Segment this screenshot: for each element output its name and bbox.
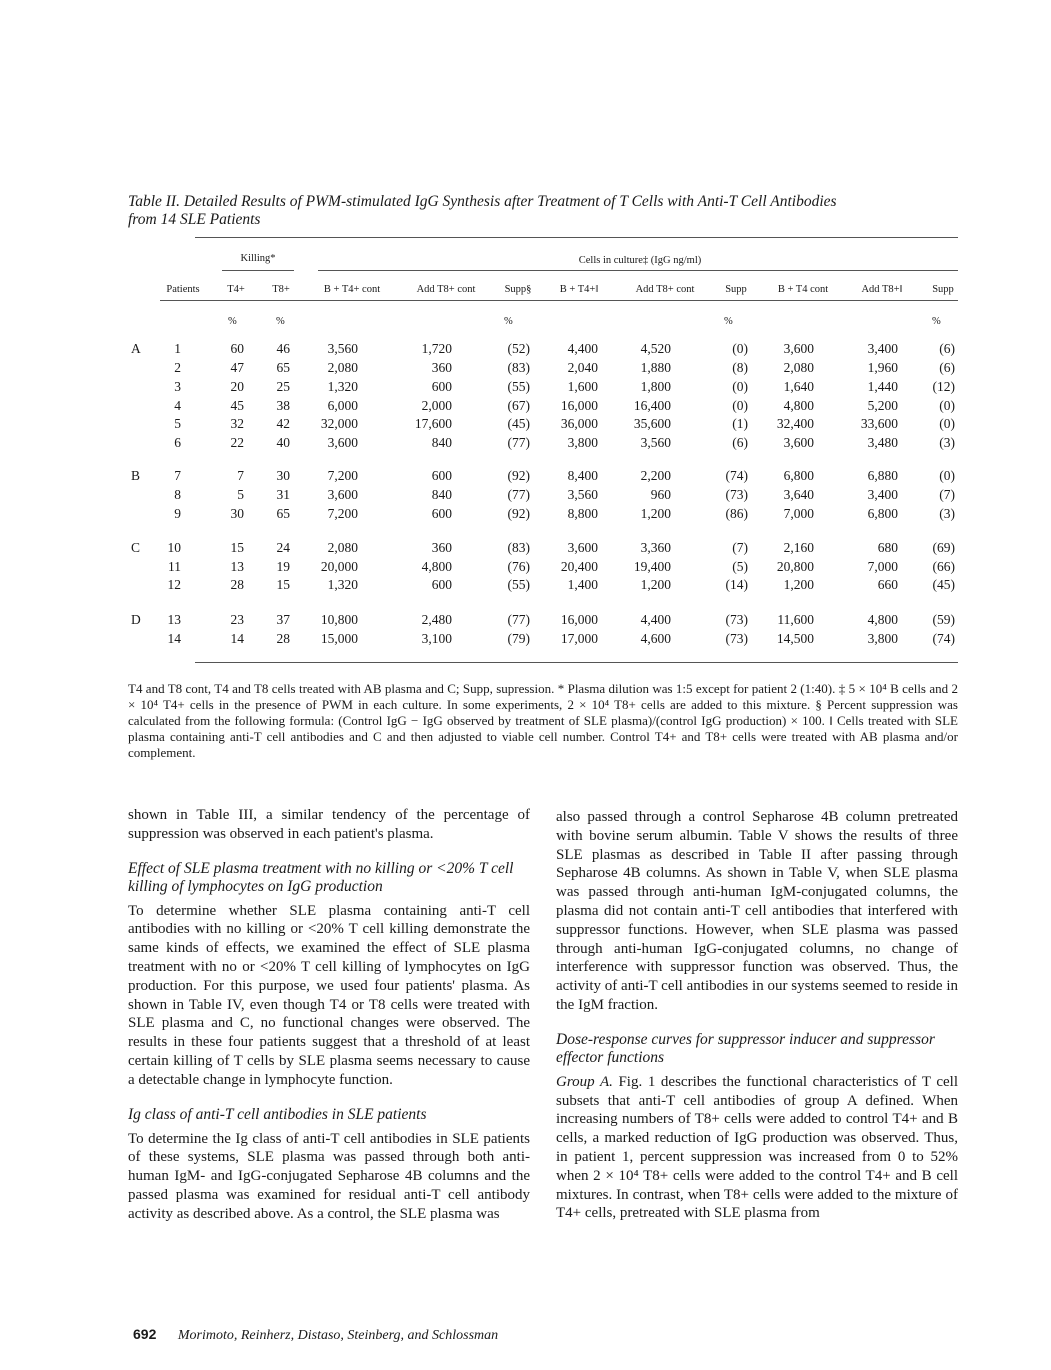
table-cell: (0) xyxy=(732,398,748,413)
table-cell: 2,080 xyxy=(783,360,814,375)
table-cell: (59) xyxy=(932,612,955,627)
paragraph: also passed through a control Sepharose 4B column pretreated with bovine serum albumin. Table V shows the results of three SLE plasmas as described in Table II after passing through Sepharose 4B columns. As shown in Table V, when SLE plasma was passed through anti-human IgM-conjugated columns, the plasma did not contain anti-T cell antibodies that interfered with suppressor functions. However, when SLE plasma was passed through anti-human IgG-conjugated columns, no change of interference with suppressor function was observed. Thus, the activity of anti-T cell antibodies in our systems seemed to reside in the IgM fraction. xyxy=(556,809,958,1013)
table-cell: (45) xyxy=(507,416,530,431)
table-cell: 25 xyxy=(276,379,290,394)
table-cell: 1,400 xyxy=(567,577,598,592)
table-cell: 3,800 xyxy=(867,631,898,646)
table-top-rule xyxy=(195,237,958,238)
table-cell: 14 xyxy=(230,631,244,646)
table-cell: 7,200 xyxy=(327,468,358,483)
section-heading: Effect of SLE plasma treatment with no killing or <20% T cell killing of lymphocytes on IgG production xyxy=(128,859,514,895)
column-header: Supp xyxy=(725,284,747,295)
table-cell: (0) xyxy=(732,341,748,356)
table-cell: (55) xyxy=(507,379,530,394)
unit-label: % xyxy=(724,316,733,327)
paragraph: To determine the Ig class of anti-T cell antibodies in SLE patients of these systems, SLE plasma was passed through both anti-human IgM- and IgG-conjugated Sepharose 4B columns and the passed plasma was examined for residual anti-T cell antibody activity as described above. As a control, the SLE plasma was xyxy=(128,1130,530,1222)
unit-label: % xyxy=(228,316,237,327)
table-cell: 3,600 xyxy=(327,435,358,450)
table-cell: 22 xyxy=(230,435,244,450)
table-cell: (45) xyxy=(932,577,955,592)
table-cell: (73) xyxy=(725,487,748,502)
table-cell: 600 xyxy=(431,577,452,592)
paragraph-body: Fig. 1 describes the functional characteristics of T cell subsets that anti-T cell antibodies of group A defined. When increasing numbers of T8+ cells were added to control T4+ and B cells, a marked reduction of IgG production was observed. Thus, in patient 1, percent suppression was increased from 0 to 52% when 2 × 10⁴ T8+ cells were added to the control T4+ and B cell mixtures. In contrast, when T8+ cells were added to the mixture of T4+ cells, pretreated with SLE plasma from xyxy=(556,1073,958,1222)
table-cell: (6) xyxy=(939,341,955,356)
column-header: Add T8+ cont xyxy=(416,284,476,295)
table-cell: 7,000 xyxy=(867,559,898,574)
column-header: T8+ xyxy=(272,284,290,295)
table-cell: 4,400 xyxy=(567,341,598,356)
table-cell: 35,600 xyxy=(633,416,671,431)
table-cell: (0) xyxy=(732,379,748,394)
table-cell: 3,480 xyxy=(867,435,898,450)
column-header: Supp§ xyxy=(504,284,532,295)
table-cell: (52) xyxy=(507,341,530,356)
paragraph: shown in Table III, a similar tendency of the percentage of suppression was observed in each patient's plasma. xyxy=(128,807,530,842)
table-cell: (14) xyxy=(725,577,748,592)
table-cell: (77) xyxy=(507,487,530,502)
table-cell: 2,160 xyxy=(783,540,814,555)
table-cell: 40 xyxy=(276,435,290,450)
table-cell: 600 xyxy=(431,468,452,483)
paragraph xyxy=(556,1073,958,1223)
header-rule xyxy=(160,300,958,301)
paragraph-lead: Group A. xyxy=(556,1073,613,1090)
table-cell: 660 xyxy=(877,577,898,592)
table-cell: 45 xyxy=(230,398,244,413)
table-cell: 7,000 xyxy=(783,506,814,521)
table-cell: 5,200 xyxy=(867,398,898,413)
column-header: Supp xyxy=(932,284,954,295)
table-cell: 46 xyxy=(276,341,290,356)
table-cell: 42 xyxy=(276,416,290,431)
table-cell: 6,800 xyxy=(783,468,814,483)
header-killing: Killing* xyxy=(240,253,276,264)
table-cell: 20,800 xyxy=(776,559,814,574)
killing-rule xyxy=(222,270,294,271)
table-cell: 3,560 xyxy=(567,487,598,502)
section-heading: Dose-response curves for suppressor inducer and suppressor effector functions xyxy=(556,1030,935,1066)
table-cell: 8,800 xyxy=(567,506,598,521)
table-cell: 1,200 xyxy=(783,577,814,592)
table-cell: 8 xyxy=(174,487,181,502)
running-authors: Morimoto, Reinherz, Distaso, Steinberg, and Schlossman xyxy=(177,1328,499,1343)
table-cell: (67) xyxy=(507,398,530,413)
table-cell: 4,520 xyxy=(640,341,671,356)
table-cell: 7 xyxy=(174,468,181,483)
table-cell: 28 xyxy=(276,631,290,646)
table-cell: 8,400 xyxy=(567,468,598,483)
column-header: Add T8+ cont xyxy=(635,284,695,295)
table-cell: 1,320 xyxy=(327,577,358,592)
group-label: C xyxy=(131,540,141,555)
table-cell: (0) xyxy=(939,416,955,431)
table-cell: (83) xyxy=(507,540,530,555)
table-cell: (77) xyxy=(507,612,530,627)
table-cell: (3) xyxy=(939,506,955,521)
table-cell: 19 xyxy=(276,559,290,574)
table-cell: 10,800 xyxy=(320,612,358,627)
table-cell: 1,440 xyxy=(867,379,898,394)
table-caption xyxy=(128,193,888,229)
table-footnote: T4 and T8 cont, T4 and T8 cells treated with AB plasma and C; Supp, supression. * Plasma dilution was 1:5 except for patient 2 (1:40). ‡ 5 × 10⁴ B cells and 2 × 10⁴ T4+ cells in the presence of PWM in each culture. In some experiments, 2 × 10⁴ T8+ cells are added to this mixture. § Percent suppression was calculated from the following formula: (Control IgG − IgG observed by treatment of SLE plasma)/(control IgG production) × 100. ‖ Cells treated with SLE plasma containing anti-T cell antibodies and C and then adjusted to viable cell number. Control T4+ and T8+ cells were treated with AB plasma and/or complement. xyxy=(128,681,958,760)
table-cell: 32 xyxy=(230,416,244,431)
table-cell: 1,320 xyxy=(327,379,358,394)
table-cell: (55) xyxy=(507,577,530,592)
left-text-column xyxy=(128,806,530,1224)
table-cell: 16,000 xyxy=(560,398,598,413)
table-cell: 4,800 xyxy=(783,398,814,413)
table-cell: (1) xyxy=(732,416,748,431)
table-cell: 2,480 xyxy=(421,612,452,627)
paragraph: To determine whether SLE plasma containing anti-T cell antibodies with no killing or <20% T cell killing demonstrate the same kinds of effects, we examined the effect of SLE plasma treatment with no or <20% T cell killing of lymphocytes on IgG production. For this purpose, we used four patients' plasma. As shown in Table IV, even though T4 or T8 cells were treated with SLE plasma and C, no functional changes were observed. The results in these four patients suggest that a threshold of at least certain killing of T cells by SLE plasma seems necessary to cause a detectable change in lymphocyte function. xyxy=(128,902,530,1088)
column-header: Patients xyxy=(166,284,200,295)
table-cell: 3,560 xyxy=(640,435,671,450)
table-cell: 11 xyxy=(168,559,181,574)
table-cell: 7,200 xyxy=(327,506,358,521)
table-cell: 20 xyxy=(230,379,244,394)
table-bottom-rule xyxy=(195,662,958,663)
table-cell: 20,000 xyxy=(320,559,358,574)
table-cell: 23 xyxy=(230,612,244,627)
caption-line-2: from 14 SLE Patients xyxy=(128,211,261,228)
group-label: D xyxy=(131,612,141,627)
table-cell: 3,360 xyxy=(640,540,671,555)
table-cell: 680 xyxy=(877,540,898,555)
table-cell: 65 xyxy=(276,506,290,521)
table-cell: 28 xyxy=(230,577,244,592)
table-cell: (74) xyxy=(932,631,955,646)
table-cell: 10 xyxy=(167,540,181,555)
table-cell: 1,200 xyxy=(640,577,671,592)
table-cell: 16,000 xyxy=(560,612,598,627)
table-cell: 65 xyxy=(276,360,290,375)
page-footer xyxy=(133,1326,498,1344)
table-cell: 1,200 xyxy=(640,506,671,521)
table-cell: 11,600 xyxy=(777,612,814,627)
column-header: B + T4+ cont xyxy=(323,284,381,295)
table-cell: 38 xyxy=(276,398,290,413)
table-cell: 3,100 xyxy=(421,631,452,646)
table-cell: 14,500 xyxy=(776,631,814,646)
table-cell: 16,400 xyxy=(633,398,671,413)
unit-label: % xyxy=(504,316,513,327)
table-cell: 15,000 xyxy=(320,631,358,646)
table-cell: 60 xyxy=(230,341,244,356)
group-label: B xyxy=(131,468,141,483)
table-cell: 1,640 xyxy=(783,379,814,394)
table-cell: 7 xyxy=(237,468,244,483)
table-cell: 32,000 xyxy=(320,416,358,431)
table-cell: 2,000 xyxy=(421,398,452,413)
table-cell: 4 xyxy=(174,398,181,413)
table-cell: 36,000 xyxy=(560,416,598,431)
caption-line-1: Table II. Detailed Results of PWM-stimulated IgG Synthesis after Treatment of T Cells with Anti-T Cell Antibodies xyxy=(128,193,837,210)
table-cell: 17,000 xyxy=(560,631,598,646)
table-cell: 2,080 xyxy=(327,360,358,375)
table-cell: 13 xyxy=(167,612,181,627)
table-cell: 5 xyxy=(237,487,244,502)
table-cell: 1,880 xyxy=(640,360,671,375)
table-cell: 1 xyxy=(174,341,181,356)
table-cell: (0) xyxy=(939,468,955,483)
cells-rule xyxy=(318,270,958,271)
table-cell: 3,600 xyxy=(567,540,598,555)
table-cell: (73) xyxy=(725,631,748,646)
table-cell: (66) xyxy=(932,559,955,574)
table-cell: 13 xyxy=(230,559,244,574)
table-cell: 3,400 xyxy=(867,487,898,502)
table-cell: 19,400 xyxy=(633,559,671,574)
group-label: A xyxy=(131,341,141,356)
table-cell: 840 xyxy=(431,435,452,450)
table-cell: 3,800 xyxy=(567,435,598,450)
table-cell: 15 xyxy=(230,540,244,555)
table-cell: 32,400 xyxy=(776,416,814,431)
table-cell: (7) xyxy=(732,540,748,555)
table-cell: 2 xyxy=(174,360,181,375)
table-cell: (5) xyxy=(732,559,748,574)
table-cell: (74) xyxy=(725,468,748,483)
table-cell: (6) xyxy=(732,435,748,450)
table-cell: 360 xyxy=(431,540,452,555)
table-cell: (7) xyxy=(939,487,955,502)
table-cell: 37 xyxy=(276,612,290,627)
table-cell: 6,880 xyxy=(867,468,898,483)
table-cell: 30 xyxy=(230,506,244,521)
table-cell: (73) xyxy=(725,612,748,627)
table-cell: 1,720 xyxy=(421,341,452,356)
table-cell: 600 xyxy=(431,506,452,521)
table-cell: 47 xyxy=(230,360,244,375)
table-cell: (86) xyxy=(725,506,748,521)
table-cell: 20,400 xyxy=(560,559,598,574)
table-cell: 24 xyxy=(276,540,290,555)
table-cell: 30 xyxy=(276,468,290,483)
table-cell: (92) xyxy=(507,468,530,483)
table-cell: 2,080 xyxy=(327,540,358,555)
table-cell: 3,640 xyxy=(783,487,814,502)
column-header: T4+ xyxy=(227,284,245,295)
table-cell: 12 xyxy=(167,577,181,592)
table-cell: 2,200 xyxy=(640,468,671,483)
table-cell: (3) xyxy=(939,435,955,450)
column-header: B + T4+‖ xyxy=(559,284,599,295)
table-cell: 6 xyxy=(174,435,181,450)
right-text-column xyxy=(556,808,958,1223)
table-cell: 17,600 xyxy=(414,416,452,431)
table-cell: 360 xyxy=(431,360,452,375)
table-cell: (83) xyxy=(507,360,530,375)
table-cell: 1,600 xyxy=(567,379,598,394)
table-cell: 1,800 xyxy=(640,379,671,394)
table-cell: 6,800 xyxy=(867,506,898,521)
table-cell: 5 xyxy=(174,416,181,431)
table-cell: (79) xyxy=(507,631,530,646)
table-cell: 4,800 xyxy=(421,559,452,574)
table-cell: 840 xyxy=(431,487,452,502)
table-cell: (76) xyxy=(507,559,530,574)
table-cell: 31 xyxy=(276,487,290,502)
table-cell: 9 xyxy=(174,506,181,521)
table-cell: 15 xyxy=(276,577,290,592)
table-cell: 960 xyxy=(650,487,671,502)
table-cell: 33,600 xyxy=(860,416,898,431)
table-cell: 600 xyxy=(431,379,452,394)
page-number: 692 xyxy=(133,1326,157,1342)
table-cell: 2,040 xyxy=(567,360,598,375)
table-cell: 6,000 xyxy=(327,398,358,413)
column-header: B + T4 cont xyxy=(777,284,829,295)
table-cell: 1,960 xyxy=(867,360,898,375)
table-cell: 3,600 xyxy=(327,487,358,502)
table-cell: 3,600 xyxy=(783,341,814,356)
unit-label: % xyxy=(932,316,941,327)
table-cell: (69) xyxy=(932,540,955,555)
table-cell: 14 xyxy=(167,631,181,646)
table-cell: 4,400 xyxy=(640,612,671,627)
unit-label: % xyxy=(276,316,285,327)
table-cell: (77) xyxy=(507,435,530,450)
table-cell: (0) xyxy=(939,398,955,413)
table-cell: (8) xyxy=(732,360,748,375)
table-cell: 3,600 xyxy=(783,435,814,450)
column-header: Add T8+‖ xyxy=(861,284,903,295)
table-cell: 3 xyxy=(174,379,181,394)
header-cells-in-culture: Cells in culture‡ (IgG ng/ml) xyxy=(578,255,702,266)
table-cell: 4,600 xyxy=(640,631,671,646)
table-cell: (6) xyxy=(939,360,955,375)
table-cell: 4,800 xyxy=(867,612,898,627)
table-cell: (92) xyxy=(507,506,530,521)
table-cell: 3,400 xyxy=(867,341,898,356)
section-heading: Ig class of anti-T cell antibodies in SLE patients xyxy=(128,1105,427,1123)
table-cell: 3,560 xyxy=(327,341,358,356)
table-cell: (12) xyxy=(932,379,955,394)
